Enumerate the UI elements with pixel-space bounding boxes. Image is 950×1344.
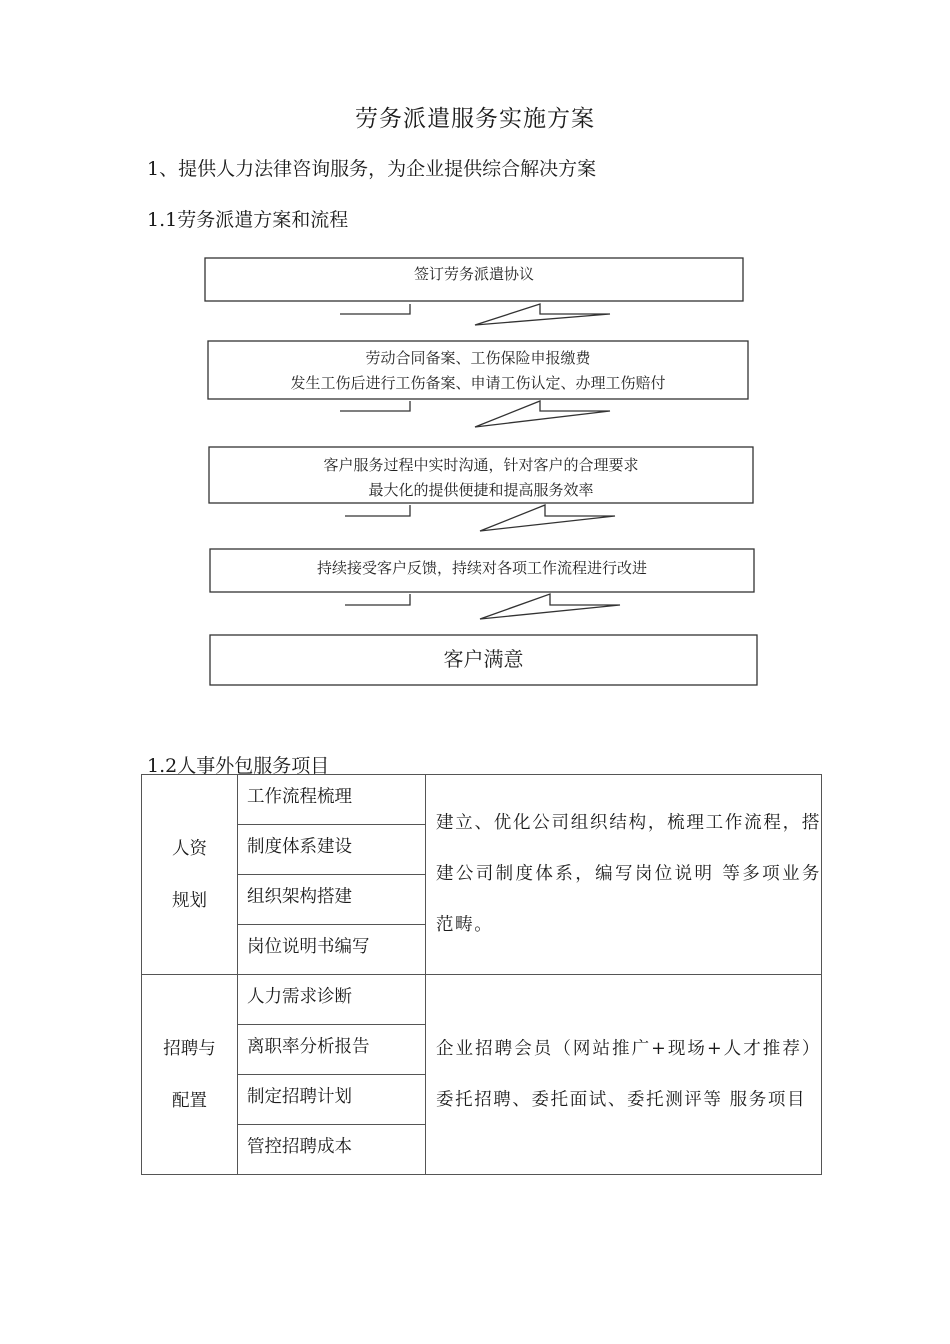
service-item: 管控招聘成本 xyxy=(238,1125,426,1175)
category-cell-hr-planning xyxy=(142,775,238,975)
flow-arrow-4 xyxy=(345,594,620,619)
flow-arrow-2 xyxy=(340,401,610,427)
flow-step-4 xyxy=(210,556,754,581)
flow-step-1 xyxy=(205,262,743,287)
flow-step-1-line-1: 签订劳务派遣协议 xyxy=(413,265,534,283)
service-items-table xyxy=(141,774,822,1175)
service-description: 企业招聘会员（网站推广+现场+人才推荐）委托招聘、委托面试、委托测评等 服务项目 xyxy=(426,975,822,1175)
flow-step-5-line-1: 客户满意 xyxy=(443,647,524,671)
section-heading-1: 1、提供人力法律咨询服务，为企业提供综合解决方案 xyxy=(147,158,597,180)
category-label-line: 招聘与 xyxy=(163,1038,216,1059)
category-label-line: 规划 xyxy=(172,890,207,911)
service-item: 工作流程梳理 xyxy=(238,775,426,825)
service-item: 制度体系建设 xyxy=(238,825,426,875)
section-heading-1-1: 1.1劳务派遣方案和流程 xyxy=(147,209,349,231)
flow-step-4-line-1: 持续接受客户反馈，持续对各项工作流程进行改进 xyxy=(316,559,647,577)
flow-step-3 xyxy=(209,453,753,503)
flow-step-3-line-1: 客户服务过程中实时沟通，针对客户的合理要求 xyxy=(323,456,639,474)
document-title: 劳务派遣服务实施方案 xyxy=(355,106,595,132)
service-item: 制定招聘计划 xyxy=(238,1075,426,1125)
flow-step-2-line-2: 发生工伤后进行工伤备案、申请工伤认定、办理工伤赔付 xyxy=(290,374,666,392)
section-heading-1-2: 1.2人事外包服务项目 xyxy=(147,755,330,777)
flow-arrow-1 xyxy=(340,304,610,325)
flow-arrow-3 xyxy=(345,505,615,531)
table-row xyxy=(142,775,822,825)
category-label-line: 人资 xyxy=(172,838,207,859)
service-description: 建立、优化公司组织结构，梳理工作流程，搭建公司制度体系，编写岗位说明 等多项业务范畴。 xyxy=(426,775,822,975)
flow-step-5 xyxy=(210,647,757,672)
category-cell-recruitment xyxy=(142,975,238,1175)
service-item: 离职率分析报告 xyxy=(238,1025,426,1075)
flow-step-2-line-1: 劳动合同备案、工伤保险申报缴费 xyxy=(365,349,591,367)
service-item: 岗位说明书编写 xyxy=(238,925,426,975)
category-label-line: 配置 xyxy=(172,1090,207,1111)
flow-step-2 xyxy=(208,346,748,396)
flow-step-3-line-2: 最大化的提供便捷和提高服务效率 xyxy=(368,481,594,499)
table-row xyxy=(142,975,822,1025)
service-item: 人力需求诊断 xyxy=(238,975,426,1025)
service-item: 组织架构搭建 xyxy=(238,875,426,925)
